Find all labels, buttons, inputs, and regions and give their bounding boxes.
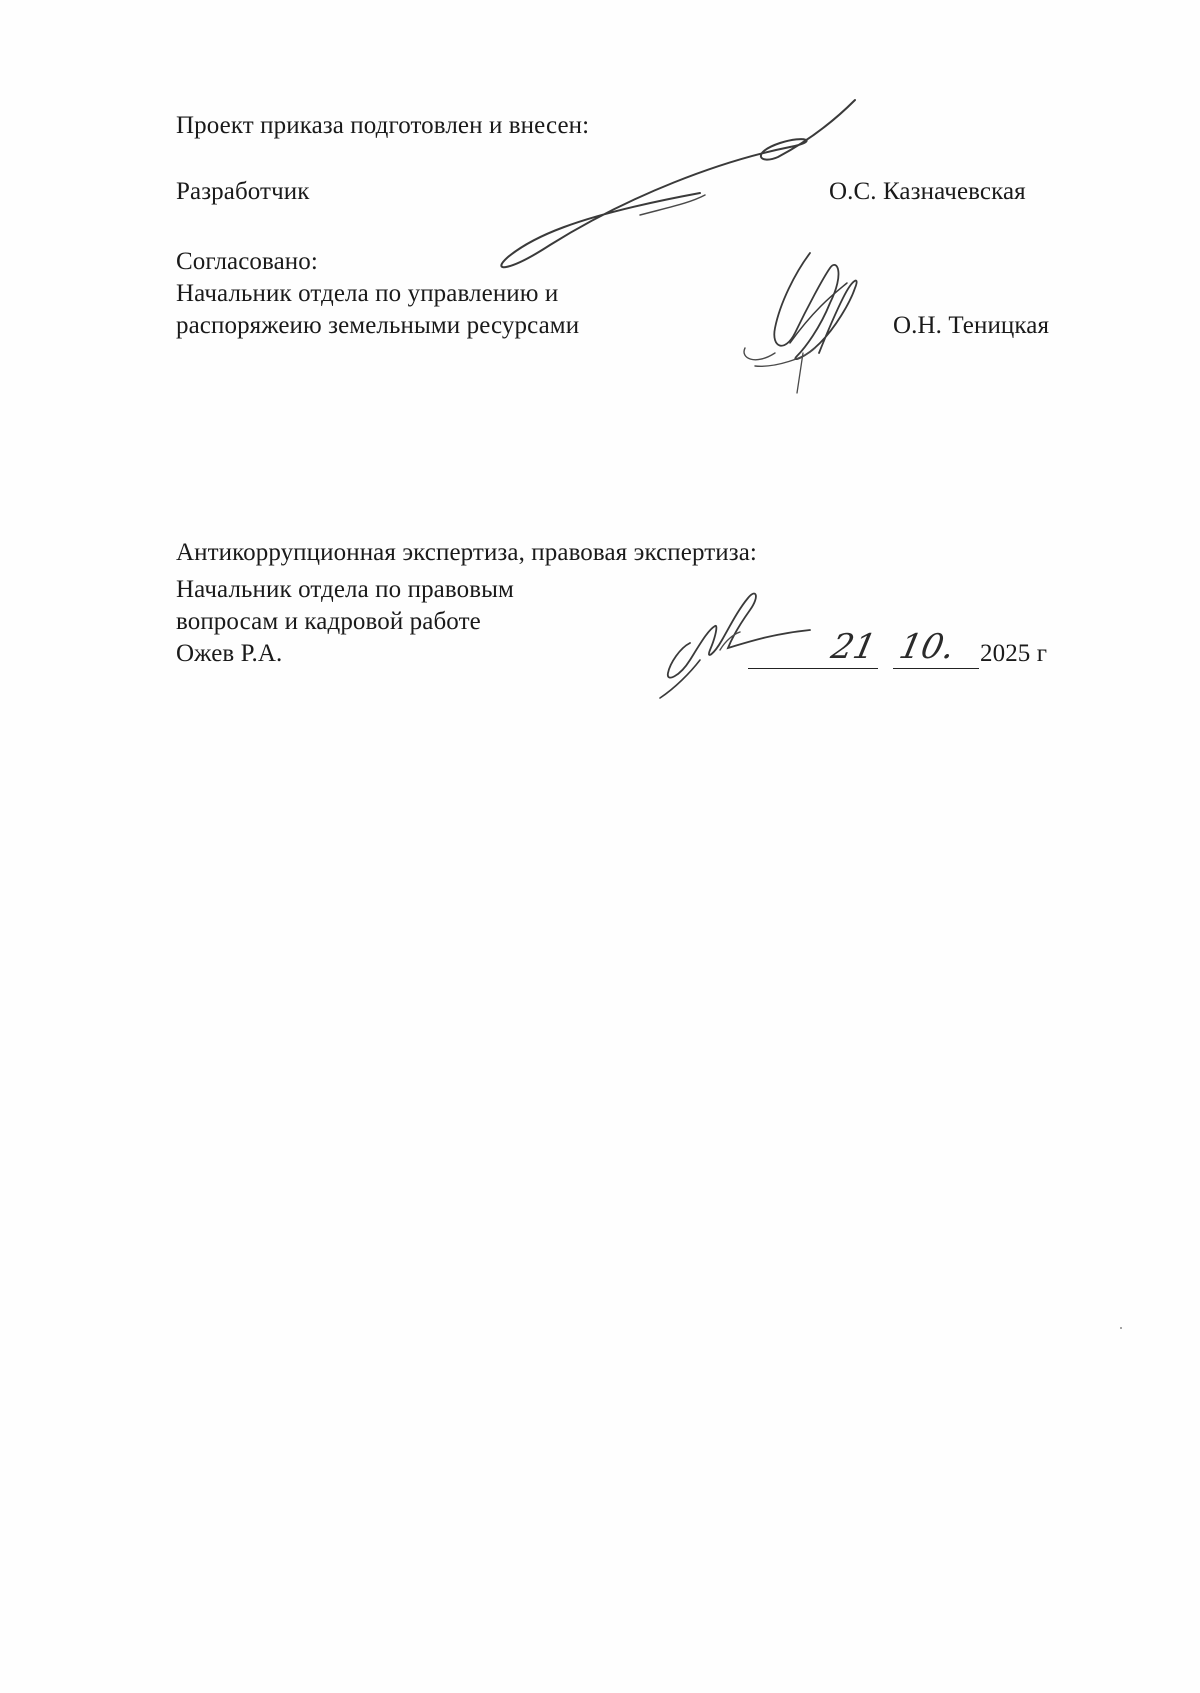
expertise-heading: Антикоррупционная экспертиза, правовая экспертиза: — [176, 539, 757, 566]
date-day-line — [748, 668, 878, 669]
approval-role-line1: Начальник отдела по управлению и — [176, 280, 559, 307]
approval-signature — [735, 248, 885, 398]
approval-heading: Согласовано: — [176, 248, 318, 275]
date-day: 21 — [827, 627, 880, 667]
date-year: 2025 г — [980, 640, 1048, 667]
approval-name: О.Н. Теницкая — [893, 312, 1050, 339]
expertise-role-line1: Начальник отдела по правовым — [176, 576, 514, 603]
expertise-signature — [660, 588, 820, 703]
approval-role-line2: распоряжеию земельными ресурсами — [176, 312, 580, 339]
scan-speck — [1120, 1327, 1122, 1329]
expertise-role-line2: вопросам и кадровой работе — [176, 608, 481, 635]
developer-name: О.С. Казначевская — [829, 178, 1026, 205]
expertise-name: Ожев Р.А. — [176, 640, 283, 667]
date-month: 10. — [895, 627, 959, 667]
date-month-line — [893, 668, 979, 669]
prepared-by-label: Проект приказа подготовлен и внесен: — [176, 112, 590, 139]
developer-role: Разработчик — [176, 178, 310, 205]
